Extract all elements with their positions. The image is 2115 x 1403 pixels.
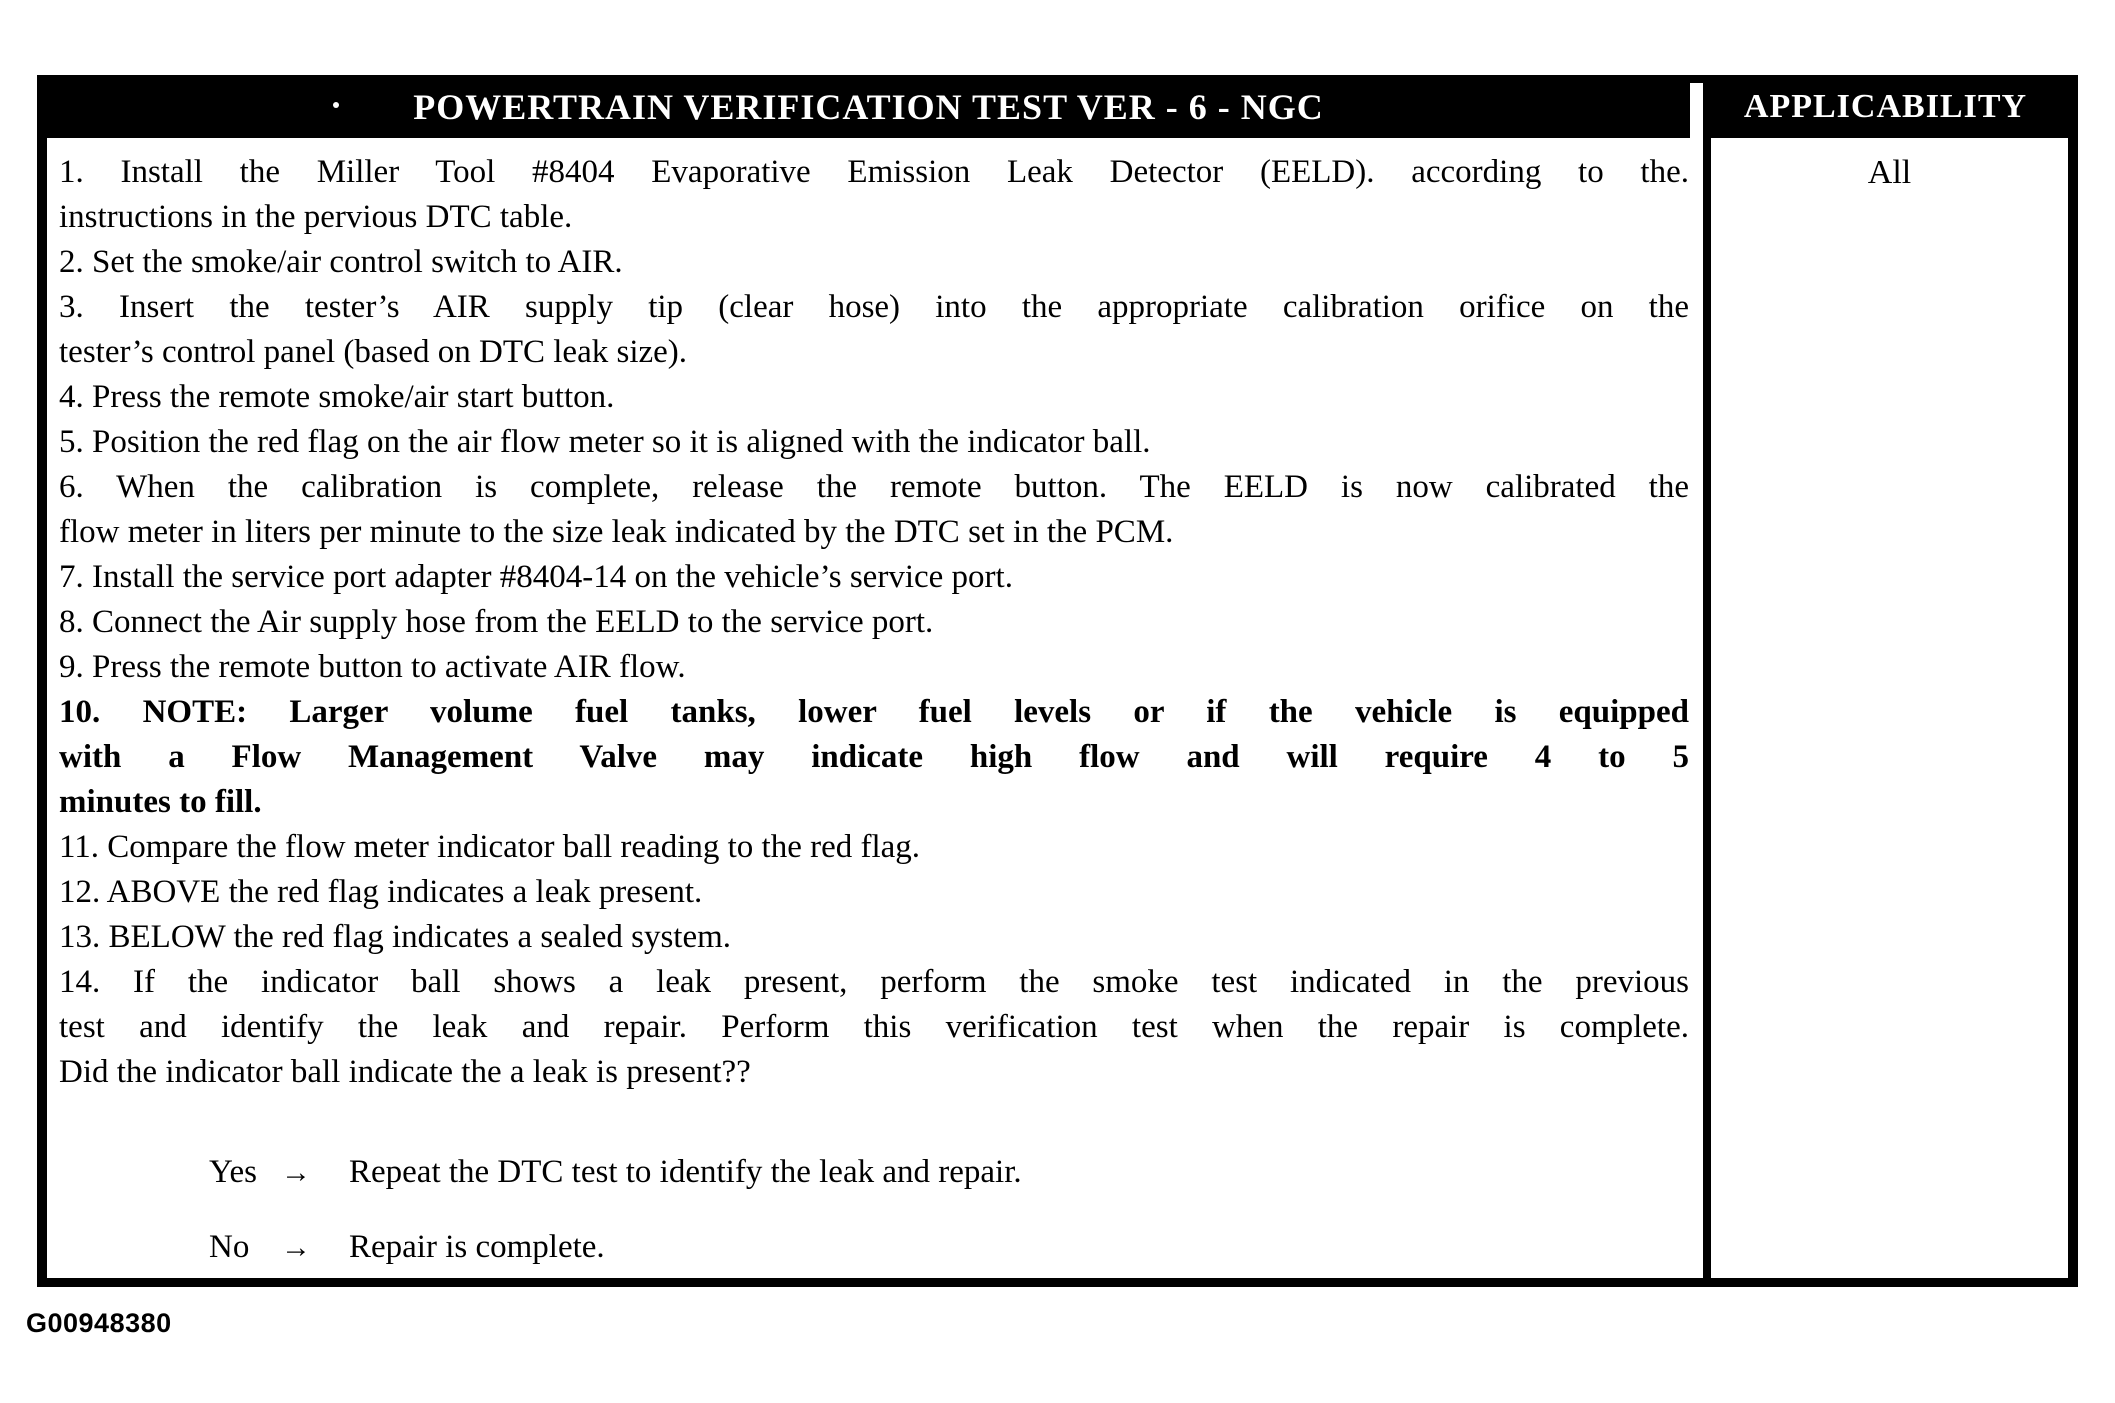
table-header-row — [47, 75, 2068, 138]
procedure-question-line: Did the indicator ball indicate the a leak is present?? — [59, 1054, 751, 1090]
table-title: POWERTRAIN VERIFICATION TEST VER - 6 - NGC — [413, 86, 1324, 127]
procedure-line: tester’s control panel (based on DTC leak size). — [59, 334, 688, 370]
answer-option-no: No — [209, 1229, 250, 1265]
procedure-note-line: with a Flow Management Valve may indicate high flow and will require 4 to 5 — [59, 739, 1689, 775]
procedure-line: 5. Position the red flag on the air flow meter so it is aligned with the indicator ball. — [59, 424, 1151, 460]
answer-row-yes — [59, 1150, 1689, 1195]
arrow-right-icon: → — [281, 1156, 311, 1189]
answer-option-yes: Yes — [209, 1154, 258, 1190]
applicability-cell — [1711, 138, 2068, 195]
verification-test-table — [37, 75, 2078, 1287]
procedure-line: 3. Insert the tester’s AIR supply tip (clear hose) into the appropriate calibration orifice on the — [59, 289, 1689, 325]
applicability-header-label: APPLICABILITY — [1743, 87, 2028, 125]
procedure-line: 13. BELOW the red flag indicates a sealed system. — [59, 919, 732, 955]
answer-result-no: Repair is complete. — [349, 1229, 605, 1265]
figure-id-label: G00948380 — [26, 1308, 172, 1338]
procedure-line: flow meter in liters per minute to the size leak indicated by the DTC set in the PCM. — [59, 514, 1174, 550]
procedure-line: 4. Press the remote smoke/air start button. — [59, 379, 615, 415]
header-applicability-cell — [1703, 75, 2068, 138]
header-cell-divider — [1690, 83, 1703, 138]
procedure-note-line: minutes to fill. — [59, 784, 262, 820]
procedure-line: 2. Set the smoke/air control switch to AIR. — [59, 244, 623, 280]
procedure-note-line: 10. NOTE: Larger volume fuel tanks, lower fuel levels or if the vehicle is equipped — [59, 694, 1689, 730]
procedure-line: 12. ABOVE the red flag indicates a leak present. — [59, 874, 703, 910]
procedure-line: test and identify the leak and repair. Perform this verification test when the repair is complete. — [59, 1009, 1689, 1045]
scan-artifact-dot — [333, 102, 339, 108]
arrow-right-icon: → — [281, 1231, 311, 1264]
header-title-cell — [47, 75, 1690, 138]
answer-row-no — [59, 1225, 1689, 1270]
applicability-value: All — [1867, 154, 1912, 191]
procedure-line: 1. Install the Miller Tool #8404 Evaporative Emission Leak Detector (EELD). according to the. — [59, 154, 1689, 190]
procedure-line: 9. Press the remote button to activate AIR flow. — [59, 649, 686, 685]
procedure-line: 7. Install the service port adapter #8404-14 on the vehicle’s service port. — [59, 559, 1013, 595]
procedure-cell — [47, 138, 1703, 1278]
procedure-line: 6. When the calibration is complete, release the remote button. The EELD is now calibrated the — [59, 469, 1689, 505]
procedure-line: 11. Compare the flow meter indicator ball reading to the red flag. — [59, 829, 921, 865]
procedure-line: instructions in the pervious DTC table. — [59, 199, 573, 235]
table-body-row — [47, 138, 2068, 1278]
answer-result-yes: Repeat the DTC test to identify the leak and repair. — [349, 1154, 1022, 1190]
procedure-line: 14. If the indicator ball shows a leak present, perform the smoke test indicated in the previous — [59, 964, 1689, 1000]
column-divider — [1703, 138, 1711, 1278]
procedure-line: 8. Connect the Air supply hose from the EELD to the service port. — [59, 604, 934, 640]
